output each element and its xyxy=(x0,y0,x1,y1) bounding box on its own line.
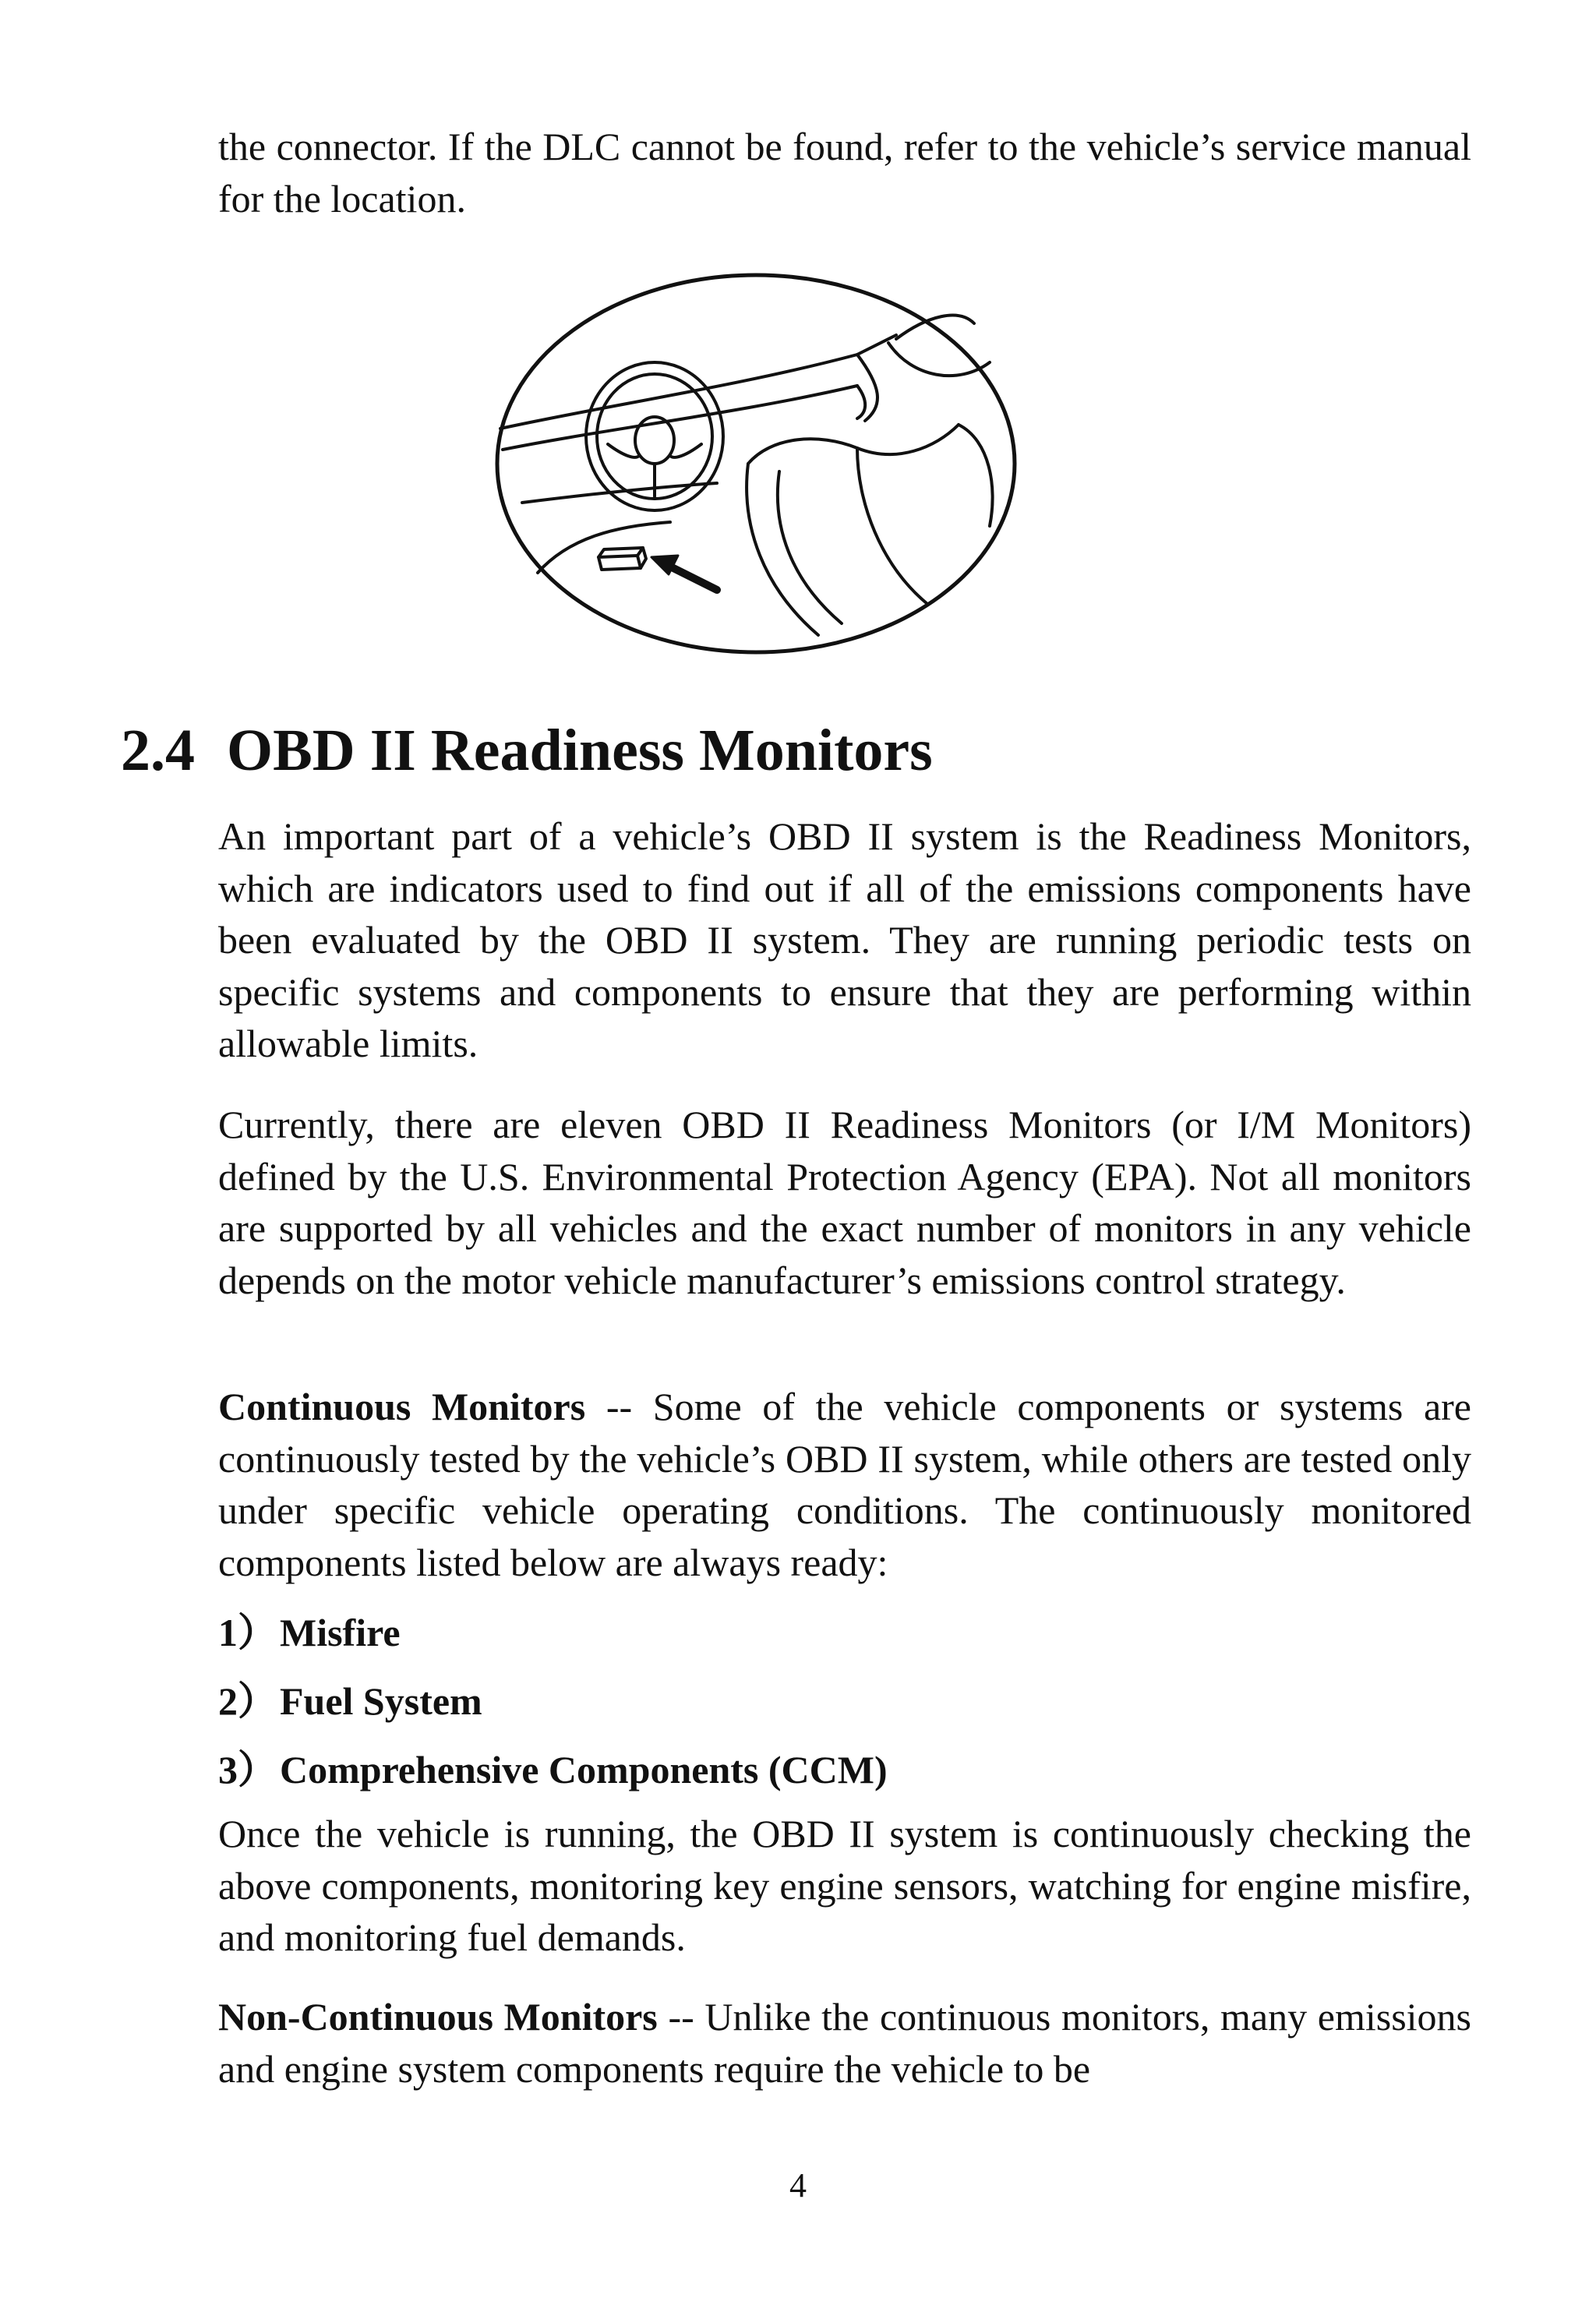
continuous-monitors-term: Continuous Monitors xyxy=(218,1385,586,1428)
list-item xyxy=(218,1675,482,1727)
non-continuous-monitors-description: -- Unlike the continuous monitors, many emissions and engine system components require the vehicle to be xyxy=(218,1995,1471,2091)
intro-paragraph: the connector. If the DLC cannot be found, refer to the vehicle’s service manual for the location. xyxy=(218,125,1471,221)
list-item-label: Misfire xyxy=(280,1611,401,1654)
paragraph-continuous-monitors xyxy=(218,1381,1471,1588)
paragraph-continuous-checking: Once the vehicle is running, the OBD II system is continuously checking the above components, monitoring key engine sensors, watching for engine misfire, and monitoring fuel demands. xyxy=(218,1812,1471,1959)
list-item-paren: ） xyxy=(238,1611,277,1654)
list-item-label: Fuel System xyxy=(280,1679,482,1723)
dashboard-dlc-location-illustration xyxy=(491,269,1021,658)
list-item-number: 2 xyxy=(218,1679,238,1723)
section-heading xyxy=(121,715,933,785)
page-number: 4 xyxy=(789,2166,807,2204)
list-item xyxy=(218,1744,888,1795)
list-item-label: Comprehensive Components (CCM) xyxy=(280,1748,888,1791)
list-item xyxy=(218,1607,401,1658)
list-item-paren: ） xyxy=(238,1679,277,1723)
continuous-monitors-description: -- Some of the vehicle components or systems are continuously tested by the vehicle’s OBD II system, while others are tested only under specific vehicle operating conditions. The continuously monitored components listed below are always ready: xyxy=(218,1385,1471,1584)
non-continuous-monitors-term: Non-Continuous Monitors xyxy=(218,1995,658,2039)
section-number: 2.4 xyxy=(121,718,195,783)
paragraph-readiness-intro: An important part of a vehicle’s OBD II system is the Readiness Monitors, which are indicators used to find out if all of the emissions components have been evaluated by the OBD II system. They are running periodic tests on specific systems and components to ensure that they are performing within allowable limits. xyxy=(218,814,1471,1065)
list-item-number: 1 xyxy=(218,1611,238,1654)
paragraph-eleven-monitors: Currently, there are eleven OBD II Readiness Monitors (or I/M Monitors) defined by the U.S. Environmental Protection Agency (EPA). Not all monitors are supported by all vehicles and the exact number of monitors in any vehicle depends on the motor vehicle manufacturer’s emissions control strategy. xyxy=(218,1103,1471,1302)
paragraph-non-continuous-monitors xyxy=(218,1991,1471,2095)
section-title: OBD II Readiness Monitors xyxy=(227,718,933,783)
list-item-paren: ） xyxy=(238,1748,277,1791)
list-item-number: 3 xyxy=(218,1748,238,1791)
